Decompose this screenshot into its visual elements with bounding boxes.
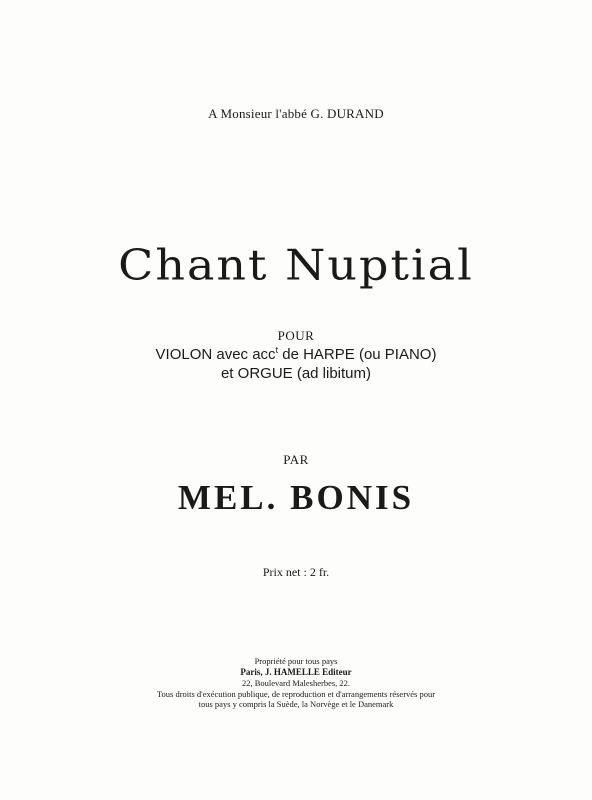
instrumentation-line-1	[0, 346, 592, 363]
instrumentation-line-1-end: de HARPE (ou PIANO)	[278, 346, 437, 363]
instrumentation-line-1-start: VIOLON avec acc	[155, 346, 276, 363]
footer-property: Propriété pour tous pays	[254, 656, 338, 666]
price: Prix net : 2 fr.	[262, 565, 330, 579]
footer-publisher: Paris, J. HAMELLE Editeur	[240, 667, 352, 677]
footer-address: 22, Boulevard Malesherbes, 22.	[241, 678, 351, 688]
instrumentation-abbrev-superscript: t	[275, 345, 279, 355]
footer-rights-line-2: tous pays y compris la Suède, la Norvège et le Danemark	[198, 699, 394, 709]
footer-rights-line-1: Tous droits d'exécution publique, de reproduction et d'arrangements réservés pour	[156, 689, 436, 699]
work-title: Chant Nuptial	[118, 240, 474, 290]
pour-label: POUR	[277, 328, 315, 343]
composer-name: MEL. BONIS	[177, 478, 415, 517]
dedication: A Monsieur l'abbé G. DURAND	[208, 106, 384, 121]
par-label: PAR	[283, 452, 309, 467]
instrumentation-line-2: et ORGUE (ad libitum)	[220, 365, 372, 382]
